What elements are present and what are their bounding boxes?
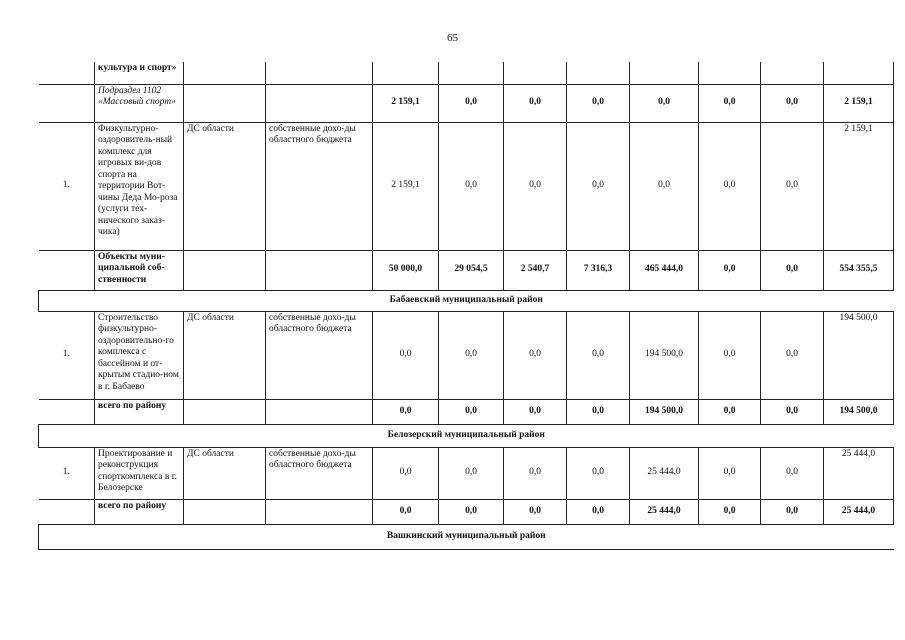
cell-value: 2 540,7 [504, 250, 567, 290]
row-name: всего по району [95, 399, 184, 424]
funding-source: ДС области [184, 311, 266, 399]
section-row [39, 524, 894, 549]
cell-value: 0,0 [567, 311, 630, 399]
cell-value: 0,0 [761, 447, 824, 499]
table-row [39, 122, 894, 250]
row-name: культура и спорт» [95, 62, 184, 84]
row-number: 1. [39, 447, 95, 499]
cell-value: 0,0 [699, 499, 761, 524]
cell-value: 50 000,0 [373, 250, 439, 290]
row-name: Физкультурно-оздоровитель-ный комплекс для игровых ви-дов спорта на территории Вот-чины Деда Мо-роза (услуги тех-нического заказ-чика) [95, 122, 184, 250]
cell-value: 0,0 [761, 84, 824, 122]
table-row [39, 62, 894, 84]
row-number: 1. [39, 122, 95, 250]
funding-type: собственные дохо-ды областного бюджета [266, 311, 373, 399]
table-row [39, 447, 894, 499]
section-title: Белозерский муниципальный район [39, 424, 894, 447]
funding-source: ДС области [184, 122, 266, 250]
cell-value: 2 159,1 [824, 84, 894, 122]
cell-value: 29 054,5 [439, 250, 504, 290]
row-name: всего по району [95, 499, 184, 524]
cell-value: 0,0 [699, 311, 761, 399]
cell-value: 0,0 [567, 499, 630, 524]
cell-value: 0,0 [439, 399, 504, 424]
section-row [39, 424, 894, 447]
cell-value: 465 444,0 [630, 250, 699, 290]
cell-value: 25 444,0 [630, 447, 699, 499]
cell-value: 0,0 [630, 84, 699, 122]
cell-value: 554 355,5 [824, 250, 894, 290]
row-name: Строительство физкультурно-оздоровительно-го комплекса с бассейном и от-крытым стадио-ном в г. Бабаево [95, 311, 184, 399]
cell-value: 0,0 [439, 122, 504, 250]
cell-value: 0,0 [567, 399, 630, 424]
cell-value: 25 444,0 [824, 447, 894, 499]
cell-value: 7 316,3 [567, 250, 630, 290]
cell-value: 0,0 [504, 399, 567, 424]
table-row [39, 84, 894, 122]
cell-value: 0,0 [504, 499, 567, 524]
row-name: Объекты муни-ципальной соб-ственности [95, 250, 184, 290]
cell-value: 0,0 [699, 84, 761, 122]
cell-value: 0,0 [567, 122, 630, 250]
cell-value: 194 500,0 [630, 399, 699, 424]
cell-value: 0,0 [567, 84, 630, 122]
cell-value: 0,0 [439, 84, 504, 122]
cell-value: 0,0 [699, 250, 761, 290]
cell-value: 0,0 [567, 447, 630, 499]
cell-value: 2 159,1 [373, 84, 439, 122]
table-row [39, 250, 894, 290]
cell-value: 0,0 [699, 122, 761, 250]
cell-value: 194 500,0 [824, 311, 894, 399]
cell-value: 2 159,1 [373, 122, 439, 250]
cell-value: 0,0 [439, 311, 504, 399]
funding-type: собственные дохо-ды областного бюджета [266, 122, 373, 250]
cell-value: 25 444,0 [630, 499, 699, 524]
cell-value: 0,0 [504, 311, 567, 399]
budget-table [38, 62, 894, 550]
cell-value: 25 444,0 [824, 499, 894, 524]
cell-value: 0,0 [761, 499, 824, 524]
cell-value: 0,0 [761, 250, 824, 290]
funding-source: ДС области [184, 447, 266, 499]
cell-value: 0,0 [373, 399, 439, 424]
page-number: 65 [447, 32, 458, 44]
table-row [39, 499, 894, 524]
table-row [39, 399, 894, 424]
cell-value: 0,0 [504, 84, 567, 122]
cell-value: 0,0 [373, 447, 439, 499]
table-row [39, 311, 894, 399]
cell-value: 0,0 [630, 122, 699, 250]
cell-value: 2 159,1 [824, 122, 894, 250]
funding-type: собственные дохо-ды областного бюджета [266, 447, 373, 499]
cell-value: 0,0 [504, 447, 567, 499]
cell-value: 0,0 [699, 399, 761, 424]
cell-value: 0,0 [761, 122, 824, 250]
cell-value: 0,0 [439, 447, 504, 499]
section-title: Вашкинский муниципальный район [39, 524, 894, 549]
section-title: Бабаевский муниципальный район [39, 290, 894, 311]
cell-value: 0,0 [373, 499, 439, 524]
cell-value: 194 500,0 [630, 311, 699, 399]
cell-value: 0,0 [761, 311, 824, 399]
cell-value: 0,0 [504, 122, 567, 250]
section-row [39, 290, 894, 311]
row-name: Подраздел 1102 «Массовый спорт» [95, 84, 184, 122]
cell-value: 0,0 [439, 499, 504, 524]
row-name: Проектирование и реконструкция спорткомплекса в г. Белозерске [95, 447, 184, 499]
cell-value: 194 500,0 [824, 399, 894, 424]
cell-value: 0,0 [761, 399, 824, 424]
cell-value: 0,0 [373, 311, 439, 399]
row-number: 1. [39, 311, 95, 399]
cell-value: 0,0 [699, 447, 761, 499]
